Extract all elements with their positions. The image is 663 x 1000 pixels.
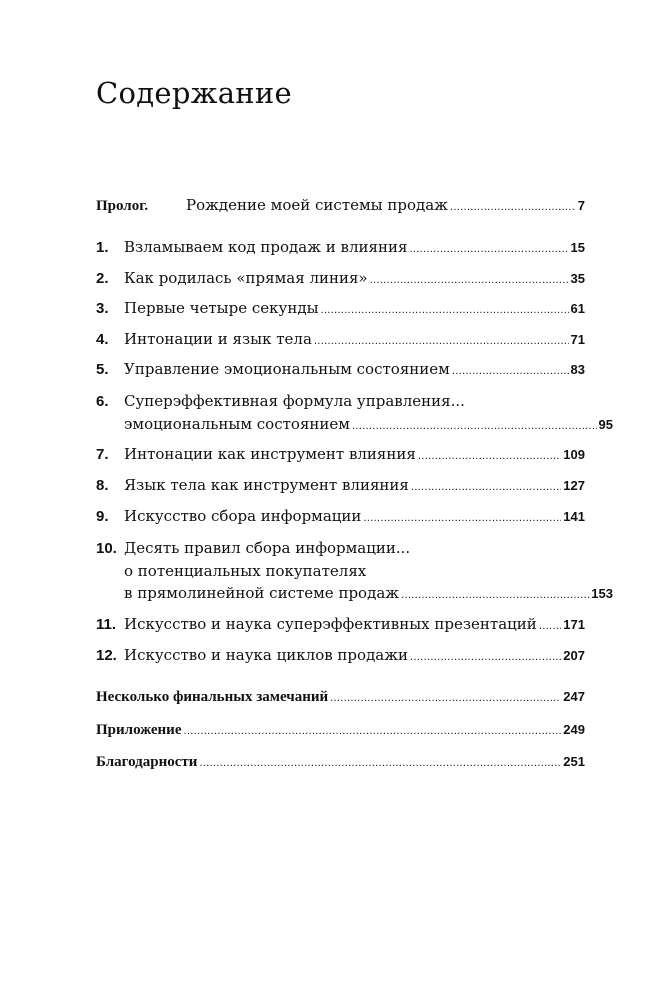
entry-title: Интонации как инструмент влияния	[124, 445, 416, 463]
entry-title: Приложение	[96, 722, 182, 738]
entry-title: Как родилась «прямая линия»	[124, 269, 368, 287]
entry-title: Искусство и наука суперэффективных презентаций	[124, 615, 537, 633]
entry-title: Первые четыре секунды	[124, 299, 319, 317]
chapter-number: 2.	[96, 270, 109, 287]
toc-entry-chapter-3[interactable]	[96, 297, 585, 320]
dot-leader	[452, 367, 569, 377]
toc-entry-chapter-6[interactable]	[96, 390, 613, 436]
page-number: 207	[563, 648, 585, 663]
toc-entry-chapter-5[interactable]	[96, 358, 585, 381]
dot-leader	[411, 483, 561, 493]
toc-entry-chapter-1[interactable]	[96, 236, 585, 259]
dot-leader	[370, 276, 569, 286]
entry-title: Несколько финальных замечаний	[96, 689, 329, 705]
entry-title-continued: о потенциальных покупателях	[124, 562, 367, 580]
page-number: 127	[563, 478, 585, 493]
page-number: 251	[563, 754, 585, 769]
dot-leader	[401, 591, 589, 601]
entry-title: Благодарности	[96, 754, 198, 770]
entry-title: Искусство сбора информации	[124, 507, 362, 525]
page-number: 95	[598, 417, 613, 432]
chapter-number: 4.	[96, 331, 109, 348]
chapter-number: 3.	[96, 300, 109, 317]
chapter-number: 7.	[96, 446, 109, 463]
toc-entry-chapter-2[interactable]	[96, 267, 585, 290]
page-number: 247	[563, 689, 585, 704]
page-number: 171	[563, 617, 585, 632]
chapter-number: 6.	[96, 393, 109, 410]
dot-leader	[539, 622, 561, 632]
toc-entry-appendix[interactable]	[96, 719, 585, 741]
dot-leader	[314, 337, 569, 347]
page-number: 15	[570, 240, 585, 255]
entry-title: Взламываем код продаж и влияния	[124, 238, 408, 256]
chapter-number: 5.	[96, 361, 109, 378]
chapter-number: 8.	[96, 477, 109, 494]
toc-entry-prologue[interactable]	[96, 194, 585, 217]
chapter-number: 10.	[96, 540, 117, 557]
entry-title-continued: эмоциональным состоянием	[124, 415, 350, 433]
entry-title-continued: в прямолинейной системе продаж	[124, 584, 400, 602]
prologue-label: Пролог.	[96, 198, 149, 214]
dot-leader	[450, 203, 576, 213]
toc-entry-chapter-7[interactable]	[96, 443, 585, 466]
entry-title: Рождение моей системы продаж	[186, 196, 448, 214]
toc-entry-chapter-8[interactable]	[96, 474, 585, 497]
page-number: 249	[563, 722, 585, 737]
entry-title: Управление эмоциональным состоянием	[124, 360, 450, 378]
chapter-number: 1.	[96, 239, 109, 256]
toc-entry-acknowledgements[interactable]	[96, 751, 585, 773]
toc-entry-chapter-9[interactable]	[96, 505, 585, 528]
dot-leader	[321, 306, 569, 316]
toc-entry-chapter-12[interactable]	[96, 644, 585, 667]
toc-entry-chapter-4[interactable]	[96, 328, 585, 351]
page-number: 83	[570, 362, 585, 377]
dot-leader	[330, 694, 561, 704]
entry-title: Десять правил сбора информации...	[124, 539, 411, 557]
page-number: 61	[570, 301, 585, 316]
dot-leader	[183, 727, 561, 737]
entry-title: Интонации и язык тела	[124, 330, 312, 348]
toc-entry-chapter-11[interactable]	[96, 613, 585, 636]
dot-leader	[352, 422, 597, 432]
page-number: 7	[577, 198, 585, 213]
dot-leader	[418, 452, 561, 462]
dot-leader	[409, 245, 568, 255]
entry-title: Язык тела как инструмент влияния	[124, 476, 409, 494]
dot-leader	[410, 653, 561, 663]
entry-title: Суперэффективная формула управления...	[124, 392, 465, 410]
page-number: 109	[563, 447, 585, 462]
chapter-number: 12.	[96, 647, 117, 664]
page-number: 153	[591, 586, 613, 601]
entry-title: Искусство и наука циклов продажи	[124, 646, 409, 664]
toc-entry-chapter-10[interactable]	[96, 537, 613, 605]
toc-entry-final-remarks[interactable]	[96, 686, 585, 708]
chapter-number: 11.	[96, 616, 117, 633]
chapter-number: 9.	[96, 508, 109, 525]
page-number: 35	[570, 271, 585, 286]
page-number: 71	[570, 332, 585, 347]
page-number: 141	[563, 509, 585, 524]
page-title: Содержание	[96, 76, 293, 110]
dot-leader	[363, 514, 561, 524]
dot-leader	[199, 759, 561, 769]
